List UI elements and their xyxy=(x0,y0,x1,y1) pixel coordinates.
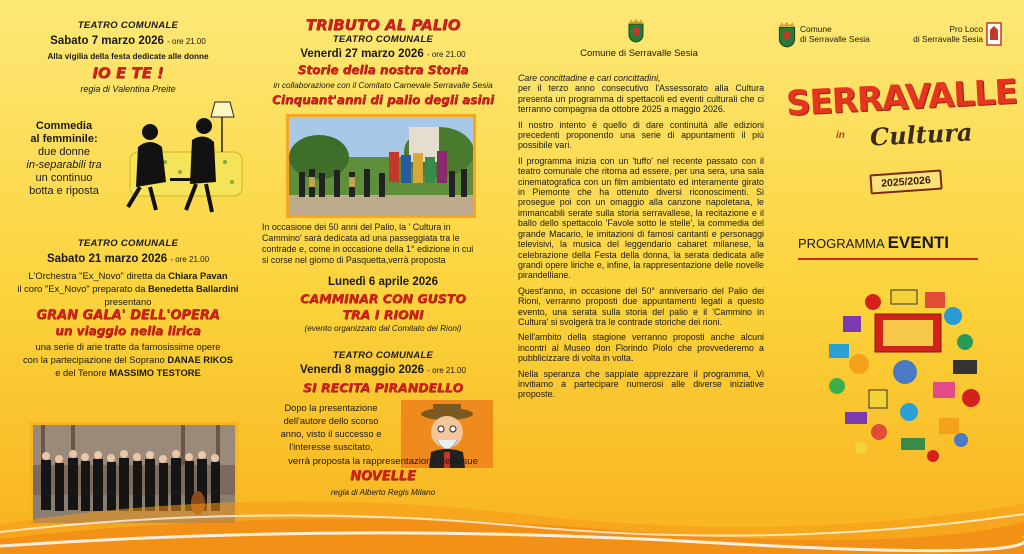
tree-icon xyxy=(957,334,973,350)
event5-header: TEATRO COMUNALE xyxy=(332,350,434,361)
film-camera-icon xyxy=(953,360,977,374)
panel-events-2 xyxy=(256,0,510,554)
balloon-icon xyxy=(871,424,887,440)
event2-tenor: e del Tenore MASSIMO TESTORE xyxy=(55,367,201,378)
event4-note: (evento organizzato dal Comitato dei Rioni) xyxy=(304,324,462,333)
panel-events-1 xyxy=(0,0,256,554)
event3-collab: in collaborazione con il Comitato Carnevale Serravalle Sesia xyxy=(273,81,493,90)
trumpet-icon xyxy=(939,418,959,434)
event4-title: CAMMINAR CON GUSTO xyxy=(300,291,466,306)
municipality-label: Comune di Serravalle Sesia xyxy=(580,48,698,59)
event1-header: TEATRO COMUNALE xyxy=(77,20,179,31)
event3-date: Venerdì 27 marzo 2026 - ore 21.00 xyxy=(300,48,466,60)
microphone-icon xyxy=(829,378,845,394)
film-reel-icon xyxy=(900,403,918,421)
guitar-icon xyxy=(893,360,917,384)
event2-title: GRAN GALA' DELL'OPERA xyxy=(36,308,220,323)
panel-cover xyxy=(768,0,1024,554)
orchestra-photo xyxy=(30,422,238,526)
letter-paragraph: Quest'anno, in occasione del 50° anniversario del Palio dei Rioni, verranno proposti due appuntamenti legati a questo evento, una serata sulla storia del palio e il 'Cammino in Cultura' si svolgerà tra le contrade storiche dei rioni. xyxy=(518,285,764,327)
cover-season: 2025/2026 xyxy=(869,170,942,195)
letter-paragraph: Nell'ambito della stagione verranno proposti anche alcuni incontri al Museo don Florindo Piolo che provvederemo a pubblicizzare di volta in volta. xyxy=(518,332,764,364)
proloco-logo-text: Pro Loco di Serravalle Sesia xyxy=(913,24,983,44)
event2-choir: il coro "Ex_Novo" preparato da Benedetta Ballardini xyxy=(17,283,239,294)
event3-title2: Cinquant'anni di palio degli asini xyxy=(271,93,495,107)
event2-soprano: con la partecipazione del Soprano DANAE RIKOS xyxy=(22,354,233,365)
event1-title: IO E TE ! xyxy=(92,64,164,82)
comune-logo-text: Comune di Serravalle Sesia xyxy=(800,24,870,44)
letter-paragraph: Nella speranza che sappiate apprezzare il programma, Vi invitiamo a partecipare numerosi alle diverse iniziative proposte. xyxy=(518,368,764,400)
panel-letter xyxy=(510,0,768,554)
cover-cultura: Cultura xyxy=(869,117,974,152)
music-note-icon xyxy=(933,382,955,398)
letter-paragraph: Il programma inizia con un 'tuffo' nel recente passato con il teatro comunale che ritorna ad essere, per una sera, una sala cinematografica con un film ambientato ed interamente girato in Piemonte che ha ottenuto diversi riconoscimenti. Si prosegue poi con un omaggio alla canzone napoletana, le immancabili serate sulla storia serravallese, la recitazione e il ballo dello spettacolo 'Favole sotto le stelle', la commedia del grande Macario, le imitazioni di famosi cantanti e personaggi televisivi, la musica del leggendario cabaret milanese, la celebrazione della Festa della donna, la serata dedicata alle grandi opere liriche e, infine, la rappresentazione delle novelle pirandelliane. xyxy=(518,155,764,281)
palio-photo xyxy=(286,114,476,218)
event5-date: Venerdì 8 maggio 2026 - ore 21.00 xyxy=(300,364,466,376)
globe-icon xyxy=(944,307,962,325)
book-icon xyxy=(925,292,945,308)
star-icon xyxy=(855,442,867,454)
event3-title: TRIBUTO AL PALIO xyxy=(305,16,461,34)
ticket-icon xyxy=(829,344,849,358)
harp-icon xyxy=(845,412,867,424)
event4-date: Lunedì 6 aprile 2026 xyxy=(328,276,438,288)
event3-subtitle: Storie della nostra Storia xyxy=(297,63,469,77)
cover-title: SERRAVALLE xyxy=(785,71,1018,125)
event2-presents: presentano xyxy=(104,296,152,307)
event5-director: regia di Alberto Regis Milano xyxy=(330,488,436,497)
palio-paragraph: In occasione dei 50 anni del Palio, la ' Cultura in Cammino' sarà dedicata ad una passeggiata tra le contrade e, come in occasione della 1° edizione in cui si corse nel giorno di Pasquetta,verrà proposta xyxy=(262,222,474,265)
film-icon xyxy=(843,316,861,332)
event5-title2: NOVELLE xyxy=(350,469,416,484)
event1-director: regia di Valentina Preite xyxy=(80,84,176,94)
event1-subtitle: Alla vigilia della festa dedicate alle donne xyxy=(47,52,209,61)
programma-underline xyxy=(798,258,978,260)
piano-icon xyxy=(869,390,887,408)
event5-description: Dopo la presentazione dell'autore dello scorso anno, visto il successo e l'interesse suscitato, xyxy=(280,403,382,452)
cover-in: in xyxy=(836,130,845,141)
event2-header: TEATRO COMUNALE xyxy=(77,238,179,249)
dance-icon xyxy=(901,438,925,450)
heart-icon xyxy=(927,450,939,462)
culture-icons-circle xyxy=(813,272,1003,472)
event1-date: Sabato 7 marzo 2026 - ore 21.00 xyxy=(50,35,206,47)
lamp-icon xyxy=(954,433,968,447)
event4-title2: TRA I RIONI xyxy=(342,307,424,322)
mask-icon xyxy=(865,294,881,310)
drum-icon xyxy=(962,389,980,407)
event3-header: TEATRO COMUNALE xyxy=(332,34,434,45)
two-women-illustration xyxy=(120,92,245,217)
letter-greeting: Care concittadine e cari concittadini, xyxy=(518,73,661,83)
event2-orchestra: L'Orchestra "Ex_Novo" diretta da Chiara Pavan xyxy=(28,270,228,281)
palette-icon xyxy=(849,354,869,374)
comune-crest-icon xyxy=(777,22,797,48)
letter-paragraph: per il terzo anno consecutivo l'Assessorato alla Cultura presenta un programma di spettacoli ed eventi culturali che ci terranno compagnia da ottobre 2025 a maggio 2026. xyxy=(518,83,764,115)
event5-title: SI RECITA PIRANDELLO xyxy=(302,380,464,395)
event2-subtitle: un viaggio nella lirica xyxy=(55,324,201,338)
event1-description: Commedia al femminile: due donne in-separabili tra un continuo botta e riposta xyxy=(26,120,102,197)
event2-date: Sabato 21 marzo 2026 - ore 21.00 xyxy=(46,253,210,265)
event2-desc: una serie di arie tratte da famosissime opere xyxy=(35,341,221,352)
letter-paragraph: Il nostro intento è quello di dare continuità alle edizioni precedenti proponendo una serie di appuntamenti il più possibile vari. xyxy=(518,119,764,151)
programma-label: PROGRAMMA EVENTI xyxy=(798,233,949,252)
municipality-crest-icon xyxy=(627,19,645,43)
camera-icon xyxy=(891,290,917,304)
letter-body xyxy=(518,73,764,405)
event5-desc5: verrà proposta la rappresentazione delle sue xyxy=(288,456,478,467)
proloco-logo-icon xyxy=(986,22,1002,46)
